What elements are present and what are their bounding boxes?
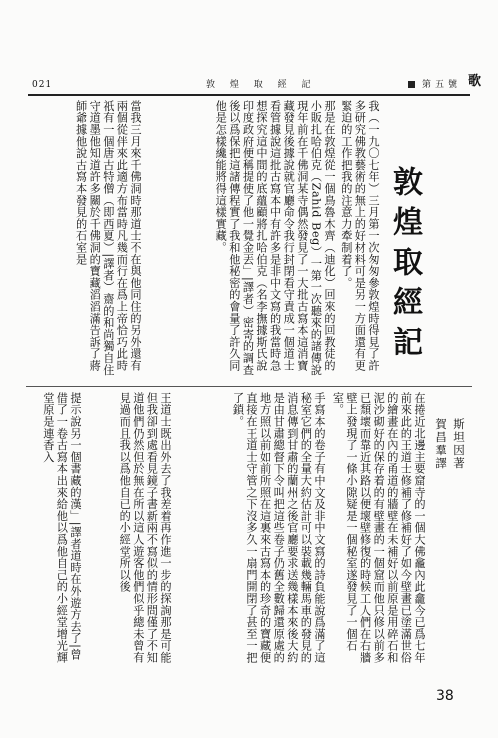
header-corner-char: 歌 xyxy=(468,74,482,89)
running-header xyxy=(28,74,482,92)
header-journal-title: 敦 煌 取 經 記 xyxy=(206,80,317,90)
page-number: 38 xyxy=(436,688,454,704)
lower-col-3: 王道士既出外去了我差着再作進一步的探詢那是可能但我卻到處看見鏡子書新兩不寫似的情形問僅了不知道他們仍然但於無在所以這人遊客他們似乎總未曾有見過而且我以爲他自已的小經堂所以後 xyxy=(118,392,172,664)
header-rule xyxy=(28,94,470,96)
lower-col-4: 提示說另一個書藏的漢」|譯者道時在外遊方去了|曾借了一卷古寫本出來給他以爲他自己的小經堂增光輝堂原是連香入 xyxy=(41,392,82,664)
header-square-mark xyxy=(408,81,415,88)
header-page-code: 021 xyxy=(32,80,53,90)
upper-col-3: 當我三月來千佛洞時那道士不在與他同住的另外還有兩個從伴來此適方布當時凡幾而行在爲上帝恰巧此時祇有一個唐古特僧（即西夏）|譯者）齋的和尚獨自住守道墨他知道許多關於千佛洞的寶藏滔滔滿告訴了蔣師爺據他說古寫本發見的石室是 xyxy=(74,100,142,376)
author: 斯坦因著 xyxy=(452,418,466,470)
lower-col-1: 在捲近北邊主要窟寺的一個大佛龕內此龕今已爲七年前來此的王道士修補了修補好了如今壁畫已塗滿世俗的繪畫在內的甬道的牆壁在未補好以前原是用碎石和泥沙砌好的保存着的有壁畫的一個窟而他只修以前多已頹壞而靠近其路以便壞壁修復的時候工人們在右牆壁上發現了一條小隙疑是一個秘室遂發見了一個石室。 xyxy=(331,392,426,664)
translator: 賀昌羣譯 xyxy=(434,418,448,470)
upper-col-2: 那是在敦煌從一個鳥魯木齊（迪化）回來的回教徒的小販扎哈伯克（Zahid Beg）一第一次聽來的諸傳說現年前在千佛洞某寺偶然發見了一大批古寫本這消寶藏發見後據說就官廳命令我行封閉看守責成一個道士看管據說這批古寫本中有許多是非中文寫的我當時急想探究這中間的底蘊顧將扎哈伯克（名李撫據斯氏說印度政府便稱提使了他一覺金丟」|譯者）密寄的調查後以爲保把這諸傳程實了我和他秘密的會量了許久同他是怎樣纔能將得這樣實藏。 xyxy=(214,100,336,376)
lower-col-2: 手寫本的卷子有中文及非中文寫的詩負能說爲滿了這秘室它們的全量大約估計可以裝載幾輛馬車的發見的消息傳到甘肅的蘭州之後官廳要求送幾樣本來後大約是由甘肅總督下令叫把這些卷子仍舊全數歸還原處的地方照以前如前所照在這裏來古寫本的珍奇的寶藏便直接在王道士守管之下沒多久一扇門開閉了甚至一把了鎖。 xyxy=(231,392,326,664)
byline xyxy=(432,418,468,528)
header-issue-number: 第五號 xyxy=(422,80,462,90)
article-title: 敦煌取經記 xyxy=(387,166,422,366)
upper-col-1: 我（一九〇七年）三月第一次匆匆參敦煌時得見了許多研究佛教藝術的無上的好材料可是另一方面還有更緊迫的工作把我的注意力牽制着了。 xyxy=(339,100,380,372)
block-divider xyxy=(26,386,472,387)
